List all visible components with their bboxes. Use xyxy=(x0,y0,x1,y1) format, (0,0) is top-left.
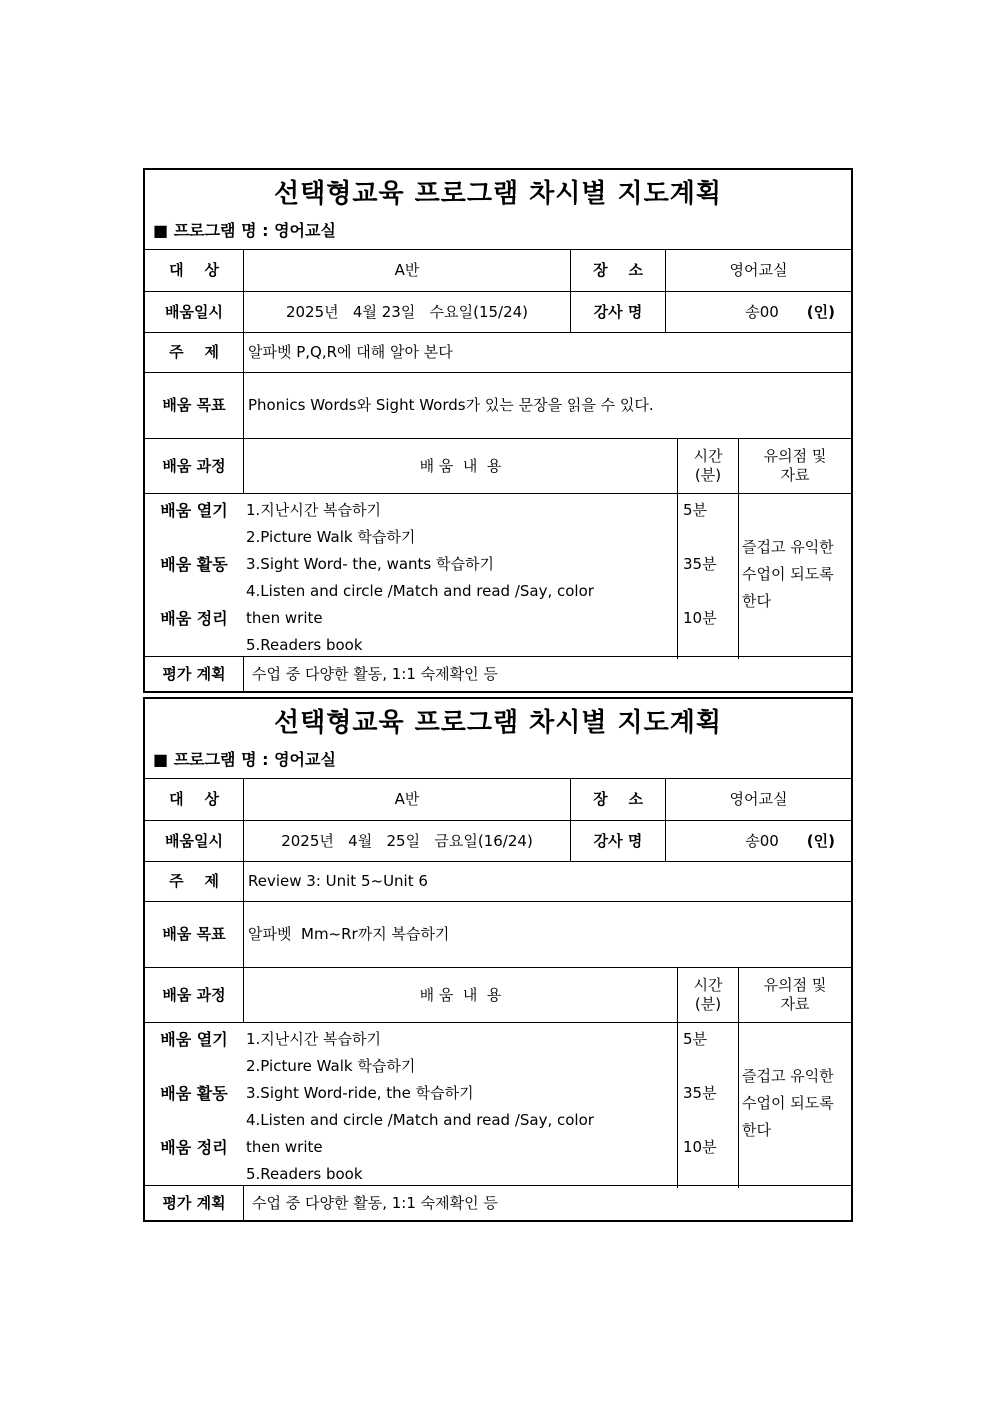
content-column xyxy=(243,494,677,659)
title-block xyxy=(145,699,851,778)
row-subject xyxy=(145,332,851,372)
content-header: 배 움 내 용 xyxy=(243,968,677,1022)
row-process-body xyxy=(145,1022,851,1185)
row-goal xyxy=(145,372,851,438)
content-line: 4.Listen and circle /Match and read /Say, color xyxy=(246,582,594,600)
row-target xyxy=(145,778,851,820)
step-wrapup-label: 배움 정리 xyxy=(160,609,228,628)
time-header-line1: 시간 xyxy=(693,447,723,465)
subject-value: 알파벳 P,Q,R에 대해 알아 본다 xyxy=(243,333,851,372)
step-open-label: 배움 열기 xyxy=(160,1030,228,1049)
datetime-label: 배움일시 xyxy=(165,831,223,850)
row-process-header xyxy=(145,438,851,493)
goal-value: 알파벳 Mm~Rr까지 복습하기 xyxy=(243,902,851,967)
time-column xyxy=(677,1023,738,1188)
evaluation-value: 수업 중 다양한 활동, 1:1 숙제확인 등 xyxy=(243,1186,851,1220)
document-title: 선택형교육 프로그램 차시별 지도계획 xyxy=(273,708,722,738)
datetime-value: 2025년 4월 25일 금요일(16/24) xyxy=(243,821,570,861)
time-header-line2: (분) xyxy=(694,995,722,1013)
note-header-line2: 자료 xyxy=(780,466,810,484)
place-label: 장 소 xyxy=(570,250,665,291)
process-steps-column xyxy=(145,1023,243,1188)
content-line: 5.Readers book xyxy=(246,636,363,654)
target-value: A반 xyxy=(243,779,570,820)
instructor-value xyxy=(665,292,851,332)
seal-mark: (인) xyxy=(806,831,835,850)
goal-label: 배움 목표 xyxy=(162,925,226,943)
content-line: 3.Sight Word- the, wants 학습하기 xyxy=(246,555,494,573)
process-label: 배움 과정 xyxy=(162,985,226,1004)
program-name-line: ■ 프로그램 명 : 영어교실 xyxy=(153,221,336,240)
content-line: 4.Listen and circle /Match and read /Say, color xyxy=(246,1111,594,1129)
note-header-line1: 유의점 및 xyxy=(763,447,827,465)
content-header: 배 움 내 용 xyxy=(243,439,677,493)
time-header xyxy=(677,439,738,493)
row-process-body xyxy=(145,493,851,656)
document-title: 선택형교육 프로그램 차시별 지도계획 xyxy=(273,179,722,209)
instructor-name: 송00 xyxy=(745,831,779,850)
subject-label: 주 제 xyxy=(169,343,219,361)
content-line: 1.지난시간 복습하기 xyxy=(246,501,382,519)
instructor-name: 송00 xyxy=(745,302,779,321)
step-activity-label: 배움 활동 xyxy=(160,555,228,574)
note-column xyxy=(738,1023,851,1188)
time-header xyxy=(677,968,738,1022)
seal-mark: (인) xyxy=(806,302,835,321)
lesson-plan-table-1 xyxy=(143,168,853,693)
step-open-label: 배움 열기 xyxy=(160,501,228,520)
content-line: 2.Picture Walk 학습하기 xyxy=(246,1057,416,1075)
process-label: 배움 과정 xyxy=(162,456,226,475)
row-target xyxy=(145,249,851,291)
note-header-line1: 유의점 및 xyxy=(763,976,827,994)
note-line: 한다 xyxy=(742,592,771,610)
row-datetime xyxy=(145,291,851,332)
step-wrapup-label: 배움 정리 xyxy=(160,1138,228,1157)
content-line: 2.Picture Walk 학습하기 xyxy=(246,528,416,546)
content-column xyxy=(243,1023,677,1188)
content-line: then write xyxy=(246,1138,323,1156)
content-line: then write xyxy=(246,609,323,627)
target-label: 대 상 xyxy=(169,261,219,279)
row-evaluation xyxy=(145,1185,851,1220)
note-header xyxy=(738,439,851,493)
evaluation-label: 평가 계획 xyxy=(162,664,226,683)
time-column xyxy=(677,494,738,659)
subject-label: 주 제 xyxy=(169,872,219,890)
time-open: 5분 xyxy=(683,1030,708,1048)
row-goal xyxy=(145,901,851,967)
time-activity: 35분 xyxy=(683,555,717,573)
note-header-line2: 자료 xyxy=(780,995,810,1013)
row-datetime xyxy=(145,820,851,861)
place-value: 영어교실 xyxy=(665,250,851,291)
note-column xyxy=(738,494,851,659)
instructor-label: 강사 명 xyxy=(570,821,665,861)
target-label: 대 상 xyxy=(169,790,219,808)
note-line: 즐겁고 유익한 xyxy=(742,538,834,556)
time-activity: 35분 xyxy=(683,1084,717,1102)
target-value: A반 xyxy=(243,250,570,291)
time-open: 5분 xyxy=(683,501,708,519)
note-line: 즐겁고 유익한 xyxy=(742,1067,834,1085)
note-line: 한다 xyxy=(742,1121,771,1139)
evaluation-label: 평가 계획 xyxy=(162,1193,226,1212)
datetime-label: 배움일시 xyxy=(165,302,223,321)
content-line: 1.지난시간 복습하기 xyxy=(246,1030,382,1048)
lesson-plan-table-2 xyxy=(143,697,853,1222)
content-line: 3.Sight Word-ride, the 학습하기 xyxy=(246,1084,474,1102)
note-header xyxy=(738,968,851,1022)
step-activity-label: 배움 활동 xyxy=(160,1084,228,1103)
goal-value: Phonics Words와 Sight Words가 있는 문장을 읽을 수 있다. xyxy=(243,373,851,438)
time-header-line2: (분) xyxy=(694,466,722,484)
place-value: 영어교실 xyxy=(665,779,851,820)
time-header-line1: 시간 xyxy=(693,976,723,994)
goal-label: 배움 목표 xyxy=(162,396,226,414)
program-name-line: ■ 프로그램 명 : 영어교실 xyxy=(153,750,336,769)
note-line: 수업이 되도록 xyxy=(742,1094,834,1112)
instructor-label: 강사 명 xyxy=(570,292,665,332)
note-line: 수업이 되도록 xyxy=(742,565,834,583)
place-label: 장 소 xyxy=(570,779,665,820)
time-wrapup: 10분 xyxy=(683,609,717,627)
evaluation-value: 수업 중 다양한 활동, 1:1 숙제확인 등 xyxy=(243,657,851,691)
row-process-header xyxy=(145,967,851,1022)
subject-value: Review 3: Unit 5~Unit 6 xyxy=(243,862,851,901)
row-evaluation xyxy=(145,656,851,691)
datetime-value: 2025년 4월 23일 수요일(15/24) xyxy=(243,292,570,332)
title-block xyxy=(145,170,851,249)
row-subject xyxy=(145,861,851,901)
time-wrapup: 10분 xyxy=(683,1138,717,1156)
content-line: 5.Readers book xyxy=(246,1165,363,1183)
instructor-value xyxy=(665,821,851,861)
process-steps-column xyxy=(145,494,243,659)
